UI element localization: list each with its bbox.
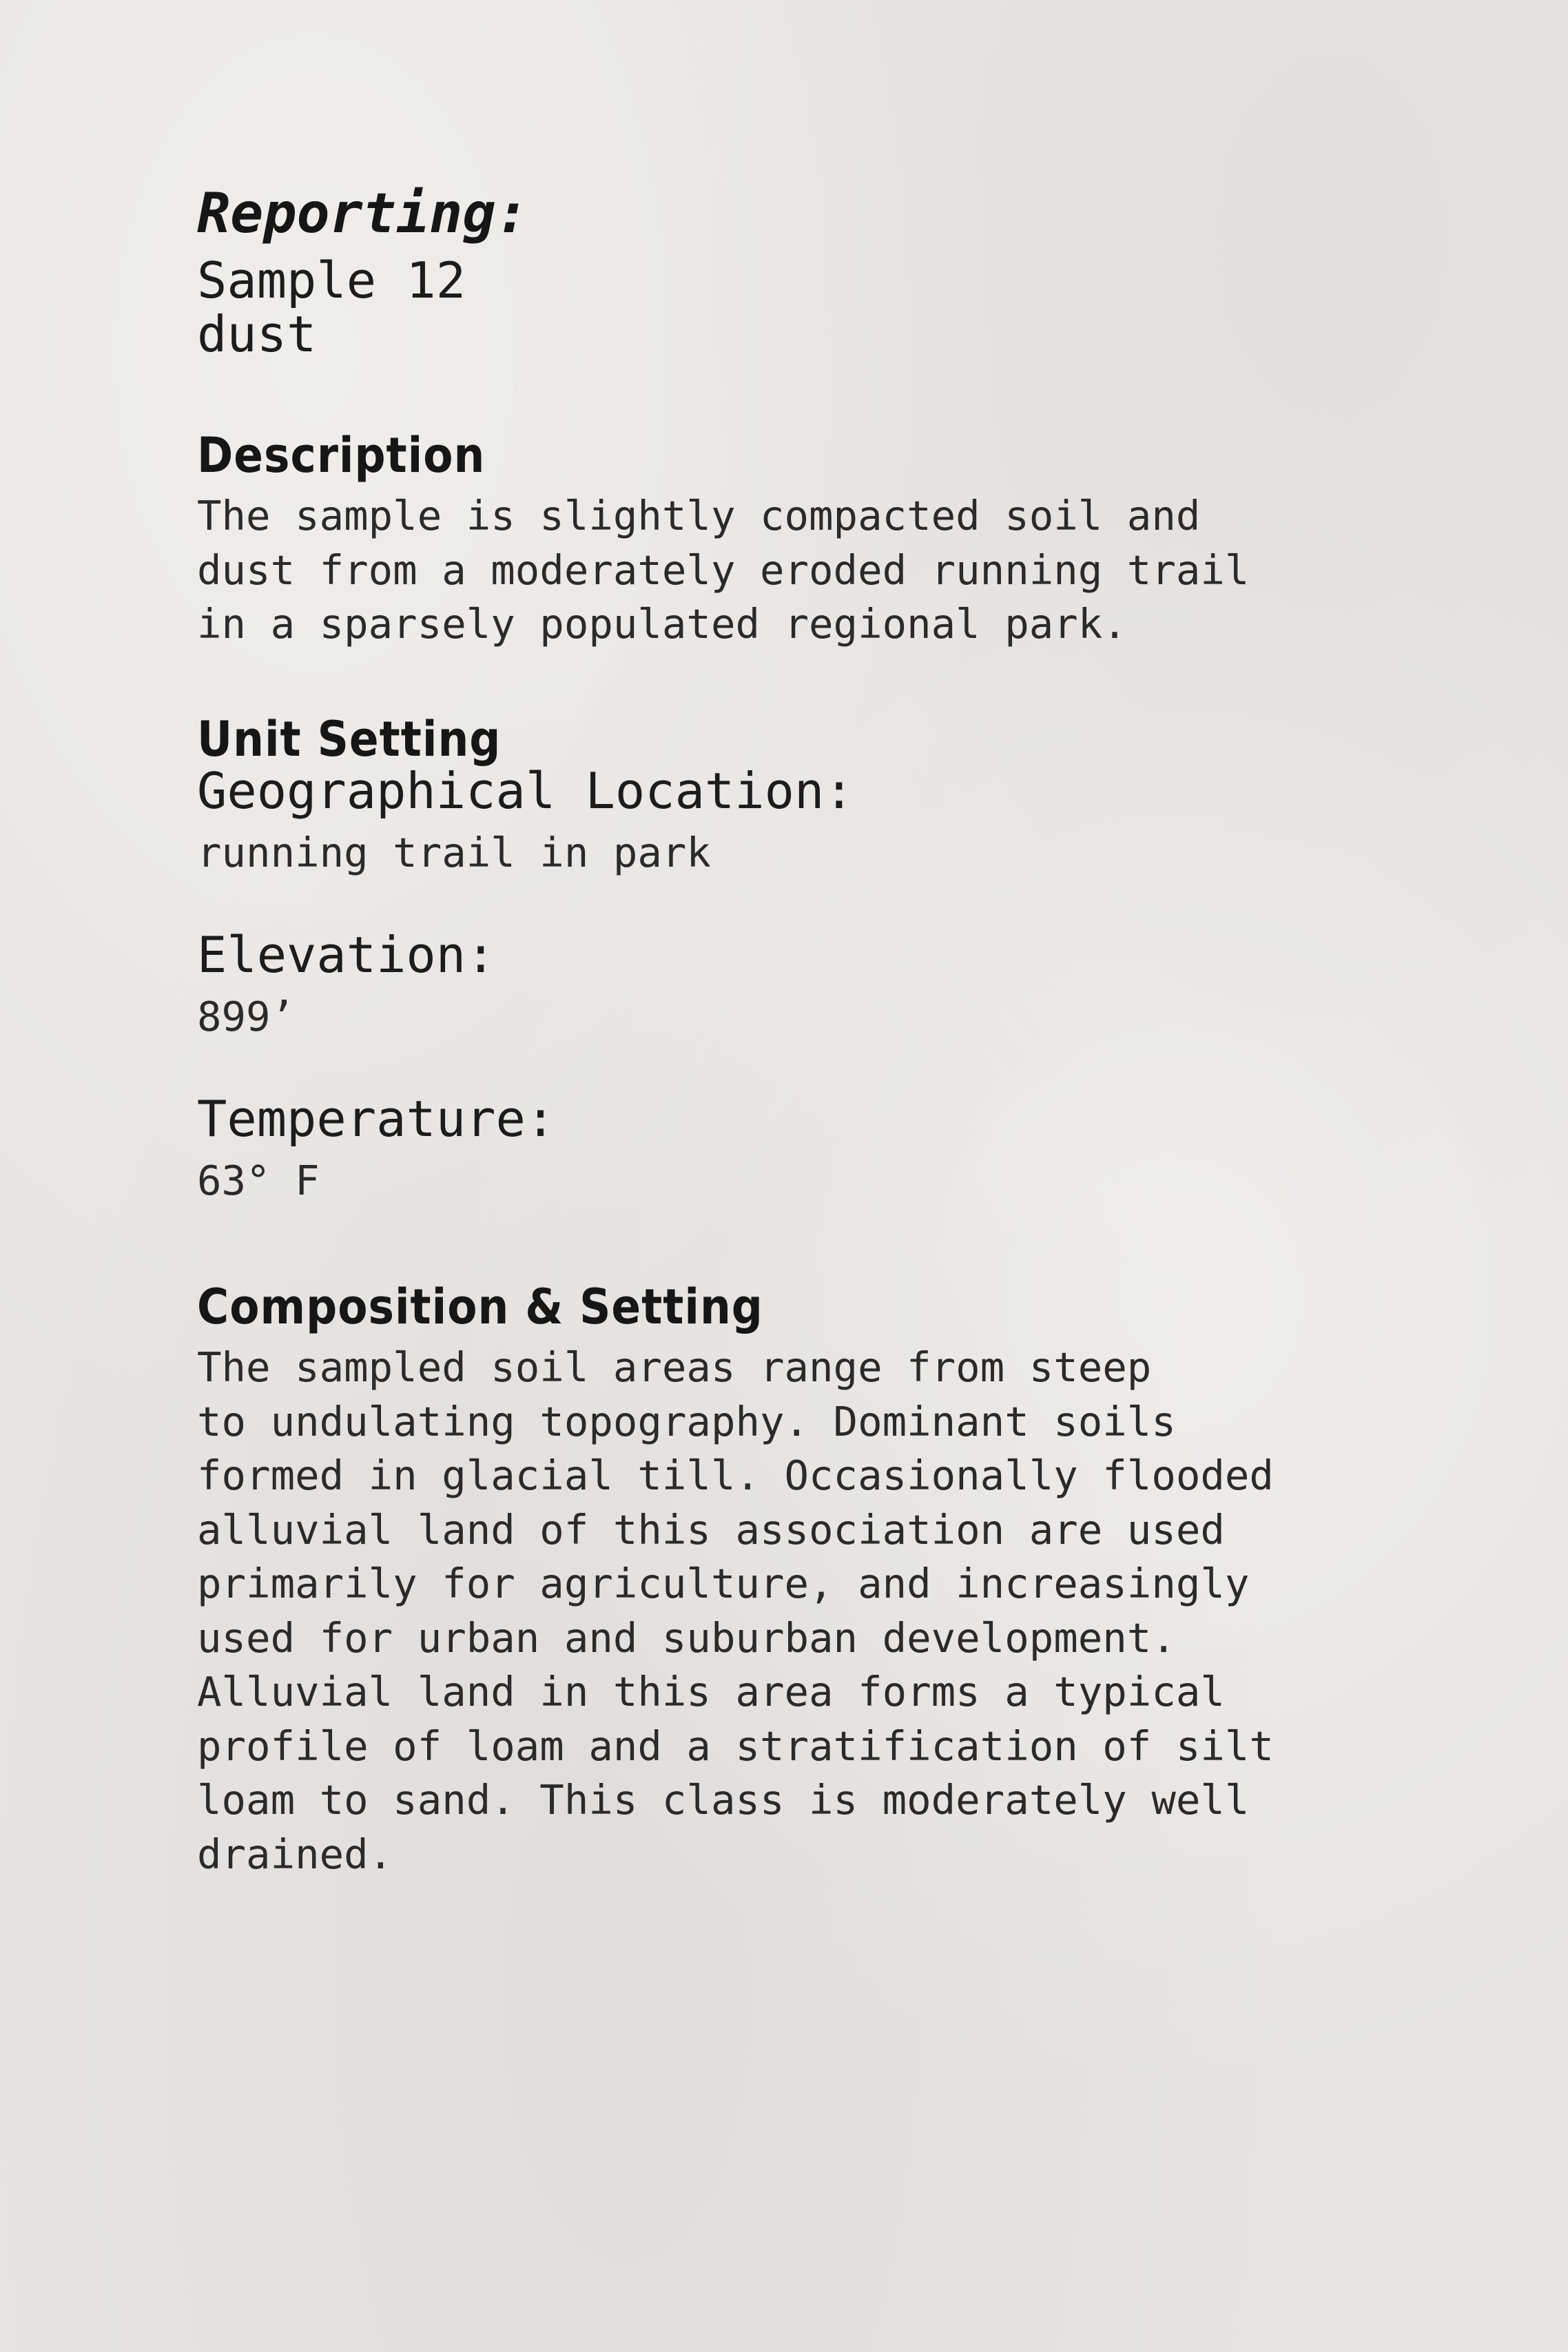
temperature-label: Temperature: — [197, 1090, 556, 1148]
temperature-value: 63° F — [197, 1157, 320, 1204]
unit-setting-heading: Unit Setting — [197, 711, 502, 767]
sample-info — [197, 251, 466, 363]
composition-line: formed in glacial till. Occasionally flooded — [197, 1452, 1274, 1499]
composition-heading: Composition & Setting — [197, 1279, 763, 1335]
elevation-value-wrap — [197, 993, 296, 1040]
sample-type: dust — [197, 305, 317, 363]
composition-line: Alluvial land in this area forms a typical — [197, 1668, 1225, 1715]
composition-body — [197, 1341, 1274, 1881]
composition-line: primarily for agriculture, and increasingly — [197, 1560, 1250, 1607]
sample-name: Sample 12 — [197, 251, 466, 309]
location-label: Geographical Location: — [197, 762, 854, 820]
composition-line: drained. — [197, 1830, 393, 1878]
location-value-wrap — [197, 829, 711, 876]
temperature-value-wrap — [197, 1157, 320, 1204]
elevation-label: Elevation: — [197, 926, 496, 984]
composition-line: alluvial land of this association are used — [197, 1505, 1225, 1554]
composition-section — [197, 1279, 763, 1335]
composition-line: used for urban and suburban development. — [197, 1613, 1176, 1662]
location-value: running trail in park — [197, 829, 711, 876]
location-field — [197, 762, 854, 820]
description-heading: Description — [197, 427, 486, 484]
report-heading: Reporting: — [197, 181, 529, 245]
temperature-field — [197, 1090, 556, 1148]
description-line: dust from a moderately eroded running trail — [197, 546, 1250, 594]
unit-setting-section — [197, 711, 502, 767]
elevation-value: 899’ — [197, 993, 296, 1040]
description-section — [197, 427, 486, 484]
composition-line: profile of loam and a stratification of silt — [197, 1722, 1274, 1770]
elevation-field — [197, 926, 496, 984]
report-header — [197, 181, 529, 245]
description-line: in a sparsely populated regional park. — [197, 600, 1127, 648]
composition-line: to undulating topography. Dominant soils — [197, 1397, 1176, 1445]
description-line: The sample is slightly compacted soil and — [197, 492, 1201, 539]
composition-line: The sampled soil areas range from steep — [197, 1343, 1152, 1391]
composition-line: loam to sand. This class is moderately well — [197, 1776, 1250, 1824]
description-body — [197, 489, 1249, 652]
